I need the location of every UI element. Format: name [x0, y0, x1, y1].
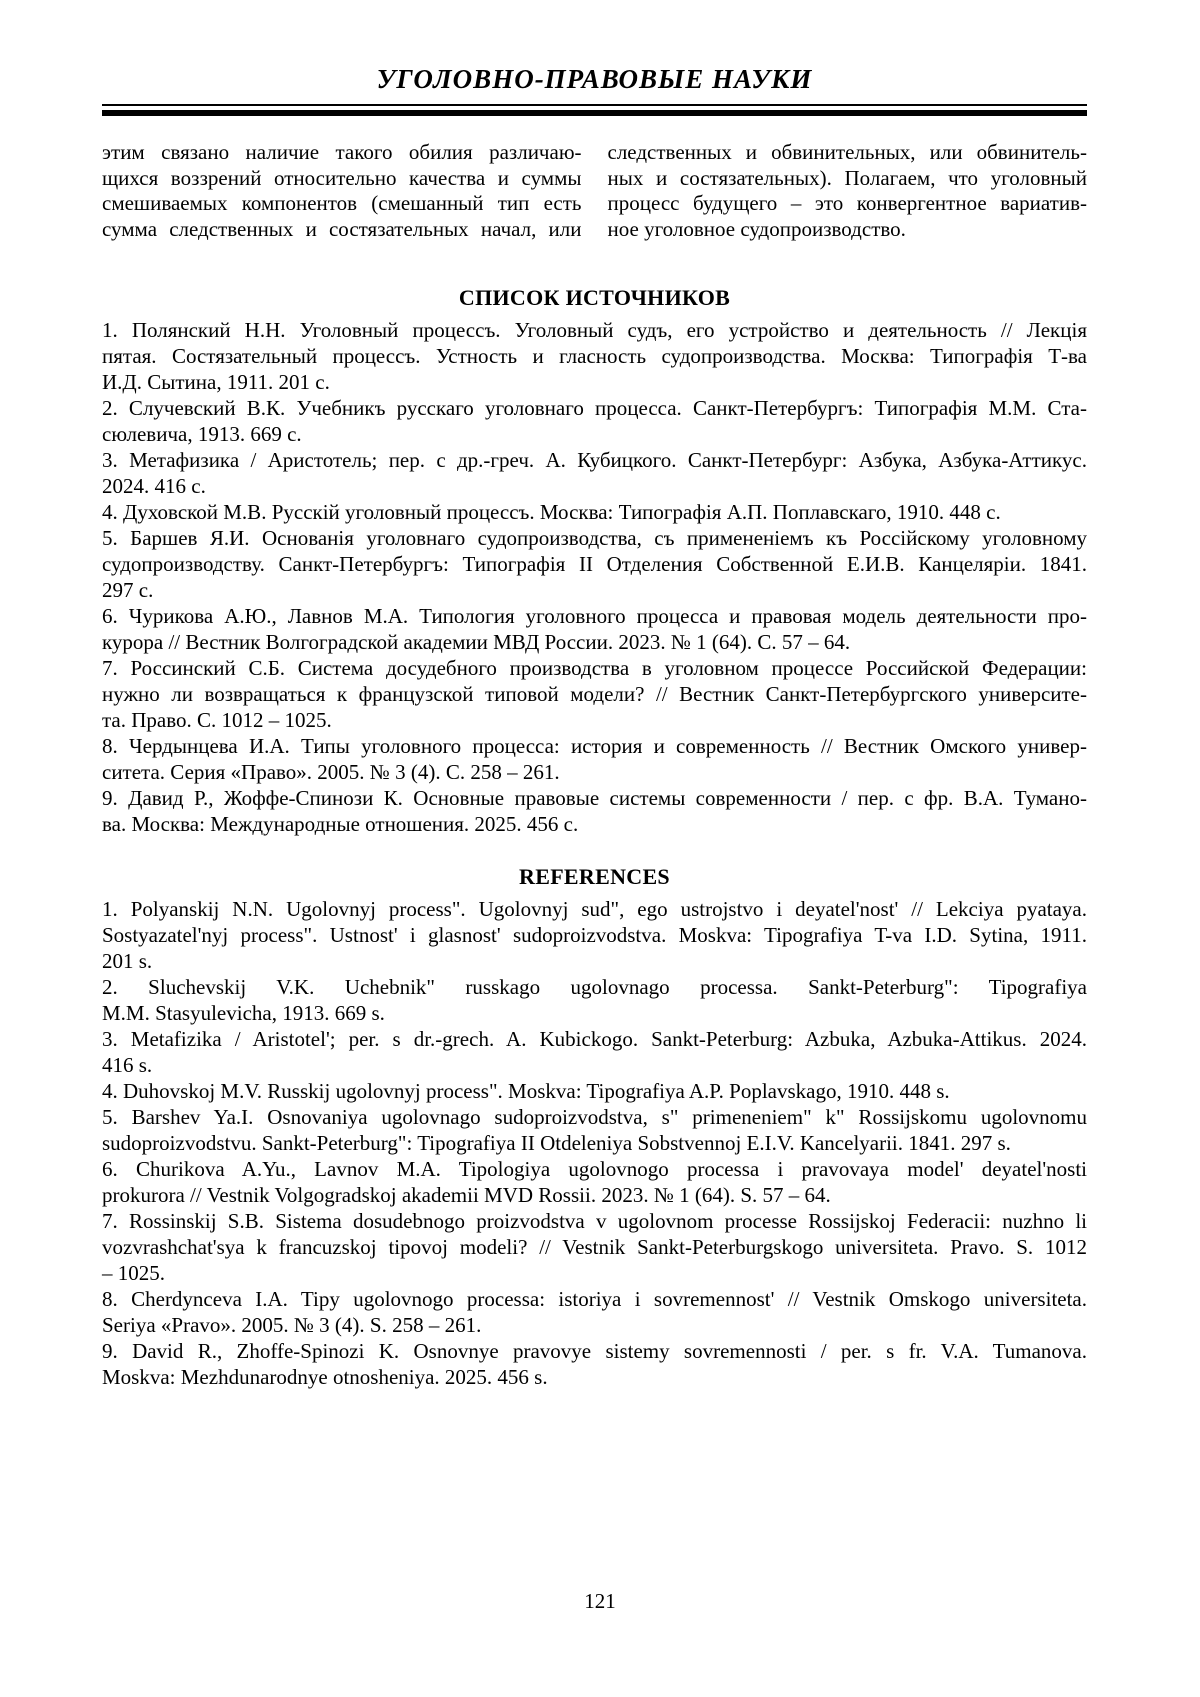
- text-line: И.Д. Сытина, 1911. 201 с.: [102, 370, 330, 394]
- reference-item: [102, 974, 1087, 1026]
- sources-list: [102, 317, 1087, 837]
- text-line: 3. Metafizika / Aristotel'; per. s dr.-grech. A. Kubickogo. Sankt-Peterburg: Azbuka, Azbuka-Attikus. 2024.: [102, 1027, 1087, 1051]
- text-line: курора // Вестник Волгоградской академии МВД России. 2023. № 1 (64). С. 57 – 64.: [102, 630, 851, 654]
- text-line: 2024. 416 с.: [102, 474, 206, 498]
- reference-item: [102, 1286, 1087, 1338]
- reference-item: [102, 1104, 1087, 1156]
- intro-column-right: [608, 140, 1088, 242]
- text-line: ситета. Серия «Право». 2005. № 3 (4). С. 258 – 261.: [102, 760, 560, 784]
- source-item: [102, 603, 1087, 655]
- text-line: следственных и обвинительных, или обвинитель-: [607, 140, 1087, 164]
- text-line: пятая. Состязательный процессъ. Устность и гласность судопроизводства. Москва: Типографія Т-ва: [102, 344, 1087, 368]
- text-line: 201 s.: [102, 949, 153, 973]
- text-line: 5. Баршев Я.И. Основанія уголовнаго судопроизводства, съ примененіемъ къ Россійскому уголовному: [102, 526, 1087, 550]
- text-line: 6. Churikova A.Yu., Lavnov M.A. Tipologiya ugolovnogo processa i pravovaya model' deyatel'nosti: [102, 1157, 1087, 1181]
- journal-section-title: УГОЛОВНО-ПРАВОВЫЕ НАУКИ: [376, 64, 813, 94]
- intro-two-column-text: [102, 140, 1087, 242]
- source-item: [102, 655, 1087, 733]
- text-line: vozvrashchat'sya k francuzskoj tipovoj modeli? // Vestnik Sankt-Peterburgskogo universiteta. Pravo. S. 1012: [102, 1235, 1087, 1259]
- text-line: 9. David R., Zhoffe-Spinozi K. Osnovnye pravovye sistemy sovremennosti / per. s fr. V.A. Tumanova.: [102, 1339, 1087, 1363]
- text-line: Moskva: Mezhdunarodnye otnosheniya. 2025. 456 s.: [102, 1365, 548, 1389]
- text-line: Sostyazatel'nyj process". Ustnost' i glasnost' sudoproizvodstva. Moskva: Tipografiya T-va I.D. Sytina, 1911.: [102, 923, 1087, 947]
- source-item: [102, 785, 1087, 837]
- references-heading: REFERENCES: [519, 864, 670, 889]
- text-line: 4. Duhovskoj M.V. Russkij ugolovnyj process". Moskva: Tipografiya A.P. Poplavskago, 1910. 448 s.: [102, 1079, 950, 1103]
- text-line: sudoproizvodstvu. Sankt-Peterburg": Tipografiya II Otdeleniya Sobstvennoj E.I.V. Kancelyarii. 1841. 297 s.: [102, 1131, 1011, 1155]
- text-line: 6. Чурикова А.Ю., Лавнов М.А. Типология уголовного процесса и правовая модель деятельности про-: [102, 604, 1087, 628]
- intro-column-left: [102, 140, 582, 242]
- text-line: 4. Духовской М.В. Русскій уголовный процессъ. Москва: Типографія А.П. Поплавскаго, 1910. 448 с.: [102, 500, 1001, 524]
- text-line: ное уголовное судопроизводство.: [607, 216, 906, 241]
- text-line: 3. Метафизика / Аристотель; пер. с др.-греч. А. Кубицкого. Санкт-Петербург: Азбука, Азбука-Аттикус.: [102, 448, 1087, 472]
- text-line: ных и состязательных). Полагаем, что уголовный: [607, 165, 1087, 190]
- header-double-rule: [102, 104, 1087, 116]
- text-line: судопроизводству. Санкт-Петербургъ: Типографія II Отделения Собственной Е.И.В. Канцеляріи. 1841.: [102, 552, 1087, 576]
- text-line: процесс будущего – это конвергентное вариатив-: [607, 191, 1087, 215]
- reference-item: [102, 896, 1087, 974]
- source-item: [102, 499, 1087, 525]
- reference-item: [102, 1208, 1087, 1286]
- text-line: 2. Sluchevskij V.K. Uchebnik" russkago ugolovnago processa. Sankt-Peterburg": Tipografiya: [102, 975, 1087, 999]
- text-line: смешиваемых компонентов (смешанный тип есть: [102, 191, 582, 215]
- text-line: та. Право. С. 1012 – 1025.: [102, 708, 332, 732]
- text-line: этим связано наличие такого обилия различаю-: [102, 140, 582, 164]
- text-line: prokurora // Vestnik Volgogradskoj akademii MVD Rossii. 2023. № 1 (64). S. 57 – 64.: [102, 1183, 831, 1207]
- reference-item: [102, 1078, 1087, 1104]
- source-item: [102, 317, 1087, 395]
- text-line: 1. Полянский Н.Н. Уголовный процессъ. Уголовный судъ, его устройство и деятельность // Лекція: [102, 318, 1087, 342]
- text-line: 416 s.: [102, 1053, 153, 1077]
- text-line: 1. Polyanskij N.N. Ugolovnyj process". Ugolovnyj sud", ego ustrojstvo i deyatel'nost' // Lekciya pyataya.: [102, 897, 1087, 921]
- page-number: 121: [584, 1589, 616, 1613]
- text-line: 5. Barshev Ya.I. Osnovaniya ugolovnago sudoproizvodstva, s" primeneniem" k" Rossijskomu ugolovnomu: [102, 1105, 1087, 1129]
- reference-item: [102, 1156, 1087, 1208]
- text-line: нужно ли возвращаться к французской типовой модели? // Вестник Санкт-Петербургского университе-: [102, 682, 1087, 706]
- source-item: [102, 395, 1087, 447]
- text-line: Seriya «Pravo». 2005. № 3 (4). S. 258 – 261.: [102, 1313, 482, 1337]
- text-line: щихся воззрений относительно качества и суммы: [102, 165, 582, 190]
- sources-heading: СПИСОК ИСТОЧНИКОВ: [458, 285, 731, 310]
- source-item: [102, 447, 1087, 499]
- text-line: – 1025.: [102, 1261, 165, 1285]
- text-line: 297 с.: [102, 578, 154, 602]
- text-line: 9. Давид Р., Жоффе-Спинози К. Основные правовые системы современности / пер. с фр. В.А. Тумано-: [102, 786, 1087, 810]
- text-line: 8. Cherdynceva I.A. Tipy ugolovnogo processa: istoriya i sovremennost' // Vestnik Omskogo universiteta.: [102, 1287, 1087, 1311]
- source-item: [102, 525, 1087, 603]
- text-line: M.M. Stasyulevicha, 1913. 669 s.: [102, 1001, 385, 1025]
- text-line: ва. Москва: Международные отношения. 2025. 456 с.: [102, 812, 579, 836]
- text-line: сумма следственных и состязательных начал, или: [102, 216, 582, 241]
- source-item: [102, 733, 1087, 785]
- text-line: 2. Случевский В.К. Учебникъ русскаго уголовнаго процесса. Санкт-Петербургъ: Типографія М.М. Ста-: [102, 396, 1087, 420]
- text-line: 8. Чердынцева И.А. Типы уголовного процесса: история и современность // Вестник Омского универ-: [102, 734, 1087, 758]
- text-line: сюлевича, 1913. 669 с.: [102, 422, 302, 446]
- reference-item: [102, 1338, 1087, 1390]
- references-list: [102, 896, 1087, 1390]
- text-line: 7. Rossinskij S.B. Sistema dosudebnogo proizvodstva v ugolovnom processe Rossijskoj Federacii: nuzhno li: [102, 1209, 1087, 1233]
- reference-item: [102, 1026, 1087, 1078]
- text-line: 7. Россинский С.Б. Система досудебного производства в уголовном процессе Российской Федерации:: [102, 656, 1087, 680]
